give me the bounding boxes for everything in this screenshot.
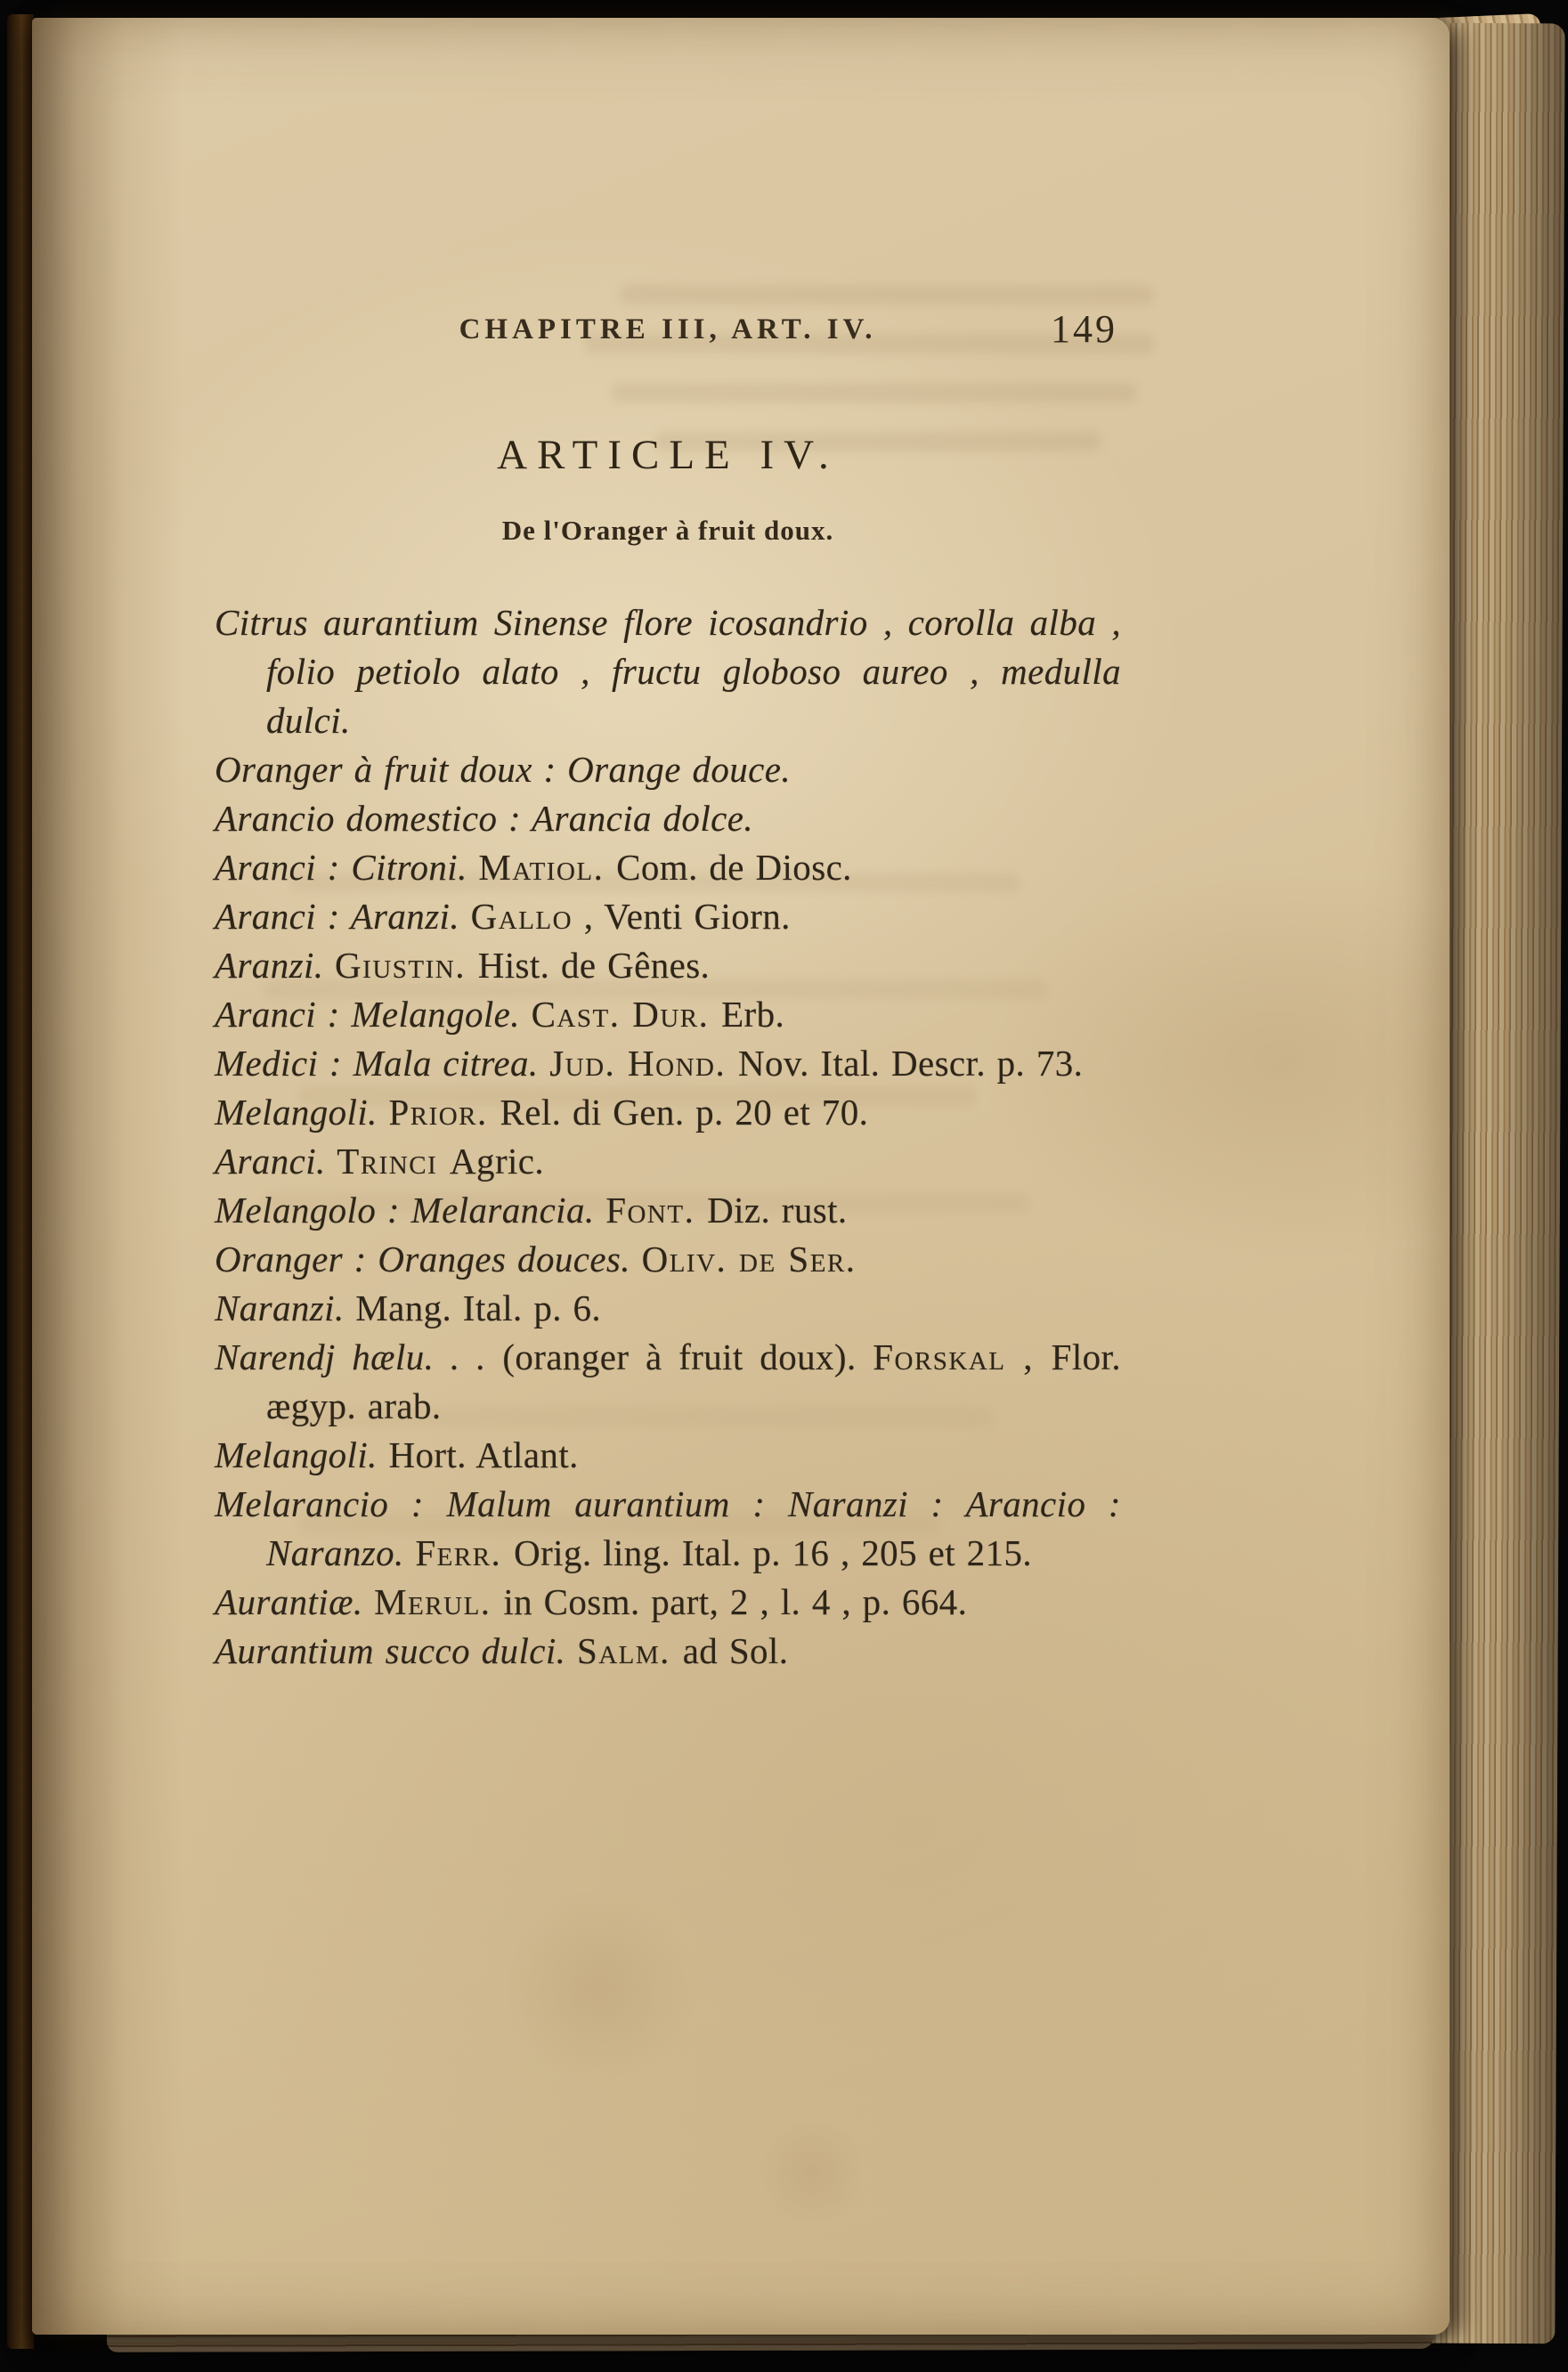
entry-segment-roman: Mang. Ital. p. 6. <box>355 1288 602 1328</box>
entry-segment-sc: Jud. Hond. <box>549 1043 738 1084</box>
entry-segment-italic: Melangolo : Melarancia. <box>215 1190 606 1231</box>
entry-segment-roman: in Cosm. part, 2 , l. 4 , p. 664. <box>503 1581 968 1622</box>
entry-segment-roman: Nov. Ital. Descr. p. 73. <box>737 1043 1084 1084</box>
book-page <box>32 18 1450 2335</box>
entry-segment-roman: (oranger à fruit doux). <box>502 1336 873 1377</box>
page-text <box>215 307 1121 1676</box>
catalog-entry <box>215 1578 1121 1627</box>
entry-segment-italic: Aurantiæ. <box>215 1581 375 1622</box>
entries <box>215 598 1121 1676</box>
catalog-entry <box>215 1431 1121 1480</box>
catalog-entry <box>215 941 1121 990</box>
entry-segment-italic: Melangoli. <box>215 1434 389 1475</box>
catalog-entry <box>215 843 1121 892</box>
entry-segment-sc: Gallo <box>470 896 573 937</box>
page-number: 149 <box>1051 307 1117 351</box>
bleed-ghost <box>620 285 1154 305</box>
running-title: CHAPITRE III, ART. IV. <box>459 313 877 345</box>
entry-segment-italic: Aurantium succo dulci. <box>215 1630 577 1671</box>
entry-segment-roman: Rel. di Gen. p. 20 et 70. <box>500 1092 869 1133</box>
entry-segment-sc: Salm. <box>576 1630 683 1671</box>
catalog-entry <box>215 598 1121 745</box>
catalog-entry <box>215 892 1121 941</box>
entry-segment-sc: Forskal , <box>873 1336 1052 1377</box>
catalog-entry <box>215 1039 1121 1088</box>
entry-segment-italic: Aranci : Melangole. <box>215 994 532 1035</box>
entry-segment-italic: Naranzi. <box>215 1288 356 1328</box>
entry-segment-roman: Orig. ling. Ital. p. 16 , 205 et 215. <box>514 1532 1033 1573</box>
catalog-entry <box>215 1235 1121 1284</box>
entry-segment-sc: Oliv. de Ser. <box>641 1239 857 1279</box>
entry-segment-sc: Cast. Dur. <box>531 994 722 1035</box>
entry-segment-sc: Giustin. <box>335 945 478 986</box>
entry-segment-italic: Oranger à fruit doux : Orange douce. <box>215 749 792 790</box>
entry-segment-italic: Melangoli. <box>215 1092 389 1133</box>
running-header <box>215 307 1121 363</box>
entry-segment-italic: Aranci. <box>215 1141 337 1182</box>
entry-segment-italic: Oranger : Oranges douces. <box>215 1239 642 1279</box>
entry-segment-italic: Melarancio : Malum aurantium : Naranzi : Arancio : Naranzo. <box>215 1483 1121 1573</box>
catalog-entry <box>215 990 1121 1039</box>
catalog-entry <box>215 1186 1121 1235</box>
entry-segment-roman: Flor. ægyp. arab. <box>266 1336 1121 1426</box>
entry-segment-sc: Font. <box>605 1190 708 1231</box>
entry-segment-italic: Aranzi. <box>215 945 336 986</box>
entry-segment-roman: , Venti Giorn. <box>573 896 791 937</box>
entry-segment-italic: Citrus aurantium Sinense flore icosandrio , corolla alba , folio petiolo alato , fructu globoso aureo , medulla dulci. <box>215 602 1121 741</box>
catalog-entry <box>215 745 1121 794</box>
catalog-entry <box>215 1088 1121 1137</box>
entry-segment-italic: Aranci : Citroni. <box>215 847 479 888</box>
entry-segment-roman: Erb. <box>721 994 785 1035</box>
entry-segment-sc: Matiol. <box>478 847 617 888</box>
entry-segment-italic: Narendj hælu. . . <box>215 1336 503 1377</box>
catalog-entry <box>215 1284 1121 1333</box>
entry-segment-roman: Hist. de Gênes. <box>477 945 711 986</box>
catalog-entry <box>215 1333 1121 1431</box>
entry-segment-sc: Prior. <box>388 1092 500 1133</box>
entry-segment-italic: Arancio domestico : Arancia dolce. <box>215 798 753 839</box>
entry-segment-italic: Medici : Mala citrea. <box>215 1043 550 1084</box>
catalog-entry <box>215 794 1121 843</box>
catalog-entry <box>215 1627 1121 1676</box>
article-subtitle: De l'Oranger à fruit doux. <box>501 515 834 546</box>
entry-segment-sc: Trinci <box>337 1141 451 1182</box>
entry-segment-sc: Ferr. <box>415 1532 515 1573</box>
entry-segment-italic: Aranci : Aranzi. <box>215 896 471 937</box>
entry-segment-roman: Hort. Atlant. <box>388 1434 579 1475</box>
article-title: ARTICLE IV. <box>497 432 839 478</box>
entry-segment-roman: Agric. <box>450 1141 545 1182</box>
catalog-entry <box>215 1480 1121 1578</box>
entry-segment-roman: ad Sol. <box>682 1630 789 1671</box>
page-edges-right <box>1430 23 1564 2344</box>
catalog-entry <box>215 1137 1121 1186</box>
entry-segment-roman: Diz. rust. <box>707 1190 848 1231</box>
entry-segment-roman: Com. de Diosc. <box>616 847 852 888</box>
book-spine-edge <box>7 14 34 2349</box>
entry-segment-sc: Merul. <box>374 1581 504 1622</box>
